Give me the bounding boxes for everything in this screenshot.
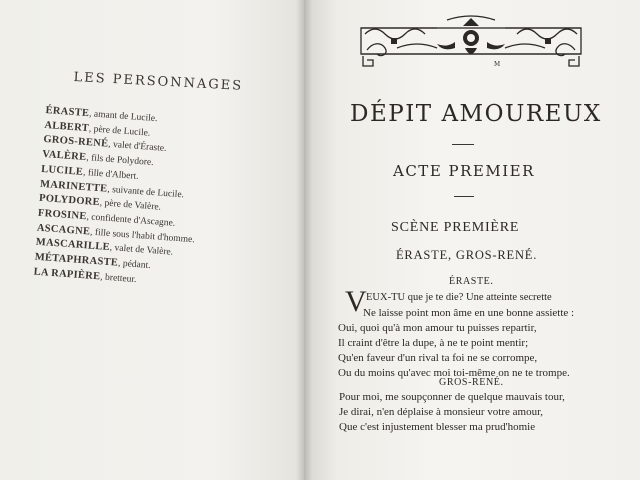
- cast-name: FROSINE: [37, 207, 88, 223]
- cast-name: LA RAPIÈRE: [33, 266, 101, 283]
- cast-heading: LES PERSONNAGES: [73, 70, 244, 94]
- cast-name: ASCAGNE: [36, 222, 91, 238]
- cast-name: ÉRASTE: [45, 104, 90, 120]
- verse-line: Que c'est injustement blesser ma prud'homie: [339, 420, 536, 433]
- cast-name: MÉTAPHRASTE: [34, 251, 119, 269]
- cast-desc: , valet d'Éraste.: [107, 140, 167, 155]
- cast-name: MARINETTE: [39, 178, 108, 195]
- cast-desc: , amant de Lucile.: [88, 109, 158, 125]
- book-gutter: [296, 0, 312, 480]
- cast-desc: , suivante de Lucile.: [107, 184, 185, 200]
- verse-line: Pour moi, me soupçonner de quelque mauvais tour,: [339, 391, 565, 403]
- cast-desc: , fille d'Albert.: [82, 167, 139, 182]
- verse-line: Ne laisse point mon âme en une bonne assiette :: [363, 307, 575, 319]
- speaker-name: ÉRASTE.: [449, 276, 494, 287]
- speech-block: [338, 306, 574, 381]
- cast-name: ALBERT: [44, 119, 90, 134]
- cast-desc: , fille sous l'habit d'homme.: [89, 227, 196, 245]
- verse-line: Oui, quoi qu'à mon amour tu puisses repartir,: [338, 321, 537, 334]
- header-ornament: [357, 12, 585, 72]
- cast-desc: , valet de Valère.: [109, 243, 174, 259]
- speaker-name: GROS-RENÉ.: [439, 377, 504, 388]
- play-title: DÉPIT AMOUREUX: [350, 101, 602, 127]
- cast-desc: , père de Valère.: [99, 198, 162, 213]
- cast-name: MASCARILLE: [35, 236, 111, 254]
- act-rule: [454, 196, 474, 197]
- speech-block: [339, 390, 565, 435]
- act-title: ACTE PREMIER: [393, 162, 535, 180]
- ornament-initial: M: [494, 61, 501, 68]
- cast-desc: , pédant.: [117, 258, 151, 272]
- cast-desc: , père de Lucile.: [88, 123, 151, 139]
- verse-line: Qu'en faveur d'un rival ta foi ne se corrompe,: [338, 351, 538, 364]
- drop-cap: V: [345, 285, 367, 318]
- cast-desc: , bretteur.: [99, 272, 137, 285]
- left-page: [0, 0, 304, 480]
- cast-name: VALÈRE: [41, 148, 87, 164]
- cast-desc: , confidente d'Ascagne.: [86, 212, 176, 229]
- cast-name: GROS-RENÉ: [42, 134, 109, 151]
- verse-line: Je dirai, n'en déplaise à monsieur votre amour,: [339, 405, 544, 418]
- verse-line: EUX-TU que je te die? Une atteinte secrette: [366, 292, 552, 303]
- scene-characters: ÉRASTE, GROS-RENÉ.: [396, 248, 538, 262]
- cast-list: [33, 104, 285, 298]
- verse-line: Ou du moins qu'avec moi toi-même on ne te trompe.: [338, 366, 570, 379]
- cast-name: LUCILE: [40, 163, 84, 178]
- cast-desc: , fils de Polydore.: [85, 153, 154, 169]
- cast-name: POLYDORE: [38, 192, 101, 209]
- scene-title: SCÈNE PREMIÈRE: [391, 220, 520, 235]
- title-rule: [452, 144, 474, 145]
- verse-line: Il craint d'être la dupe, à ne te point mentir;: [338, 336, 529, 349]
